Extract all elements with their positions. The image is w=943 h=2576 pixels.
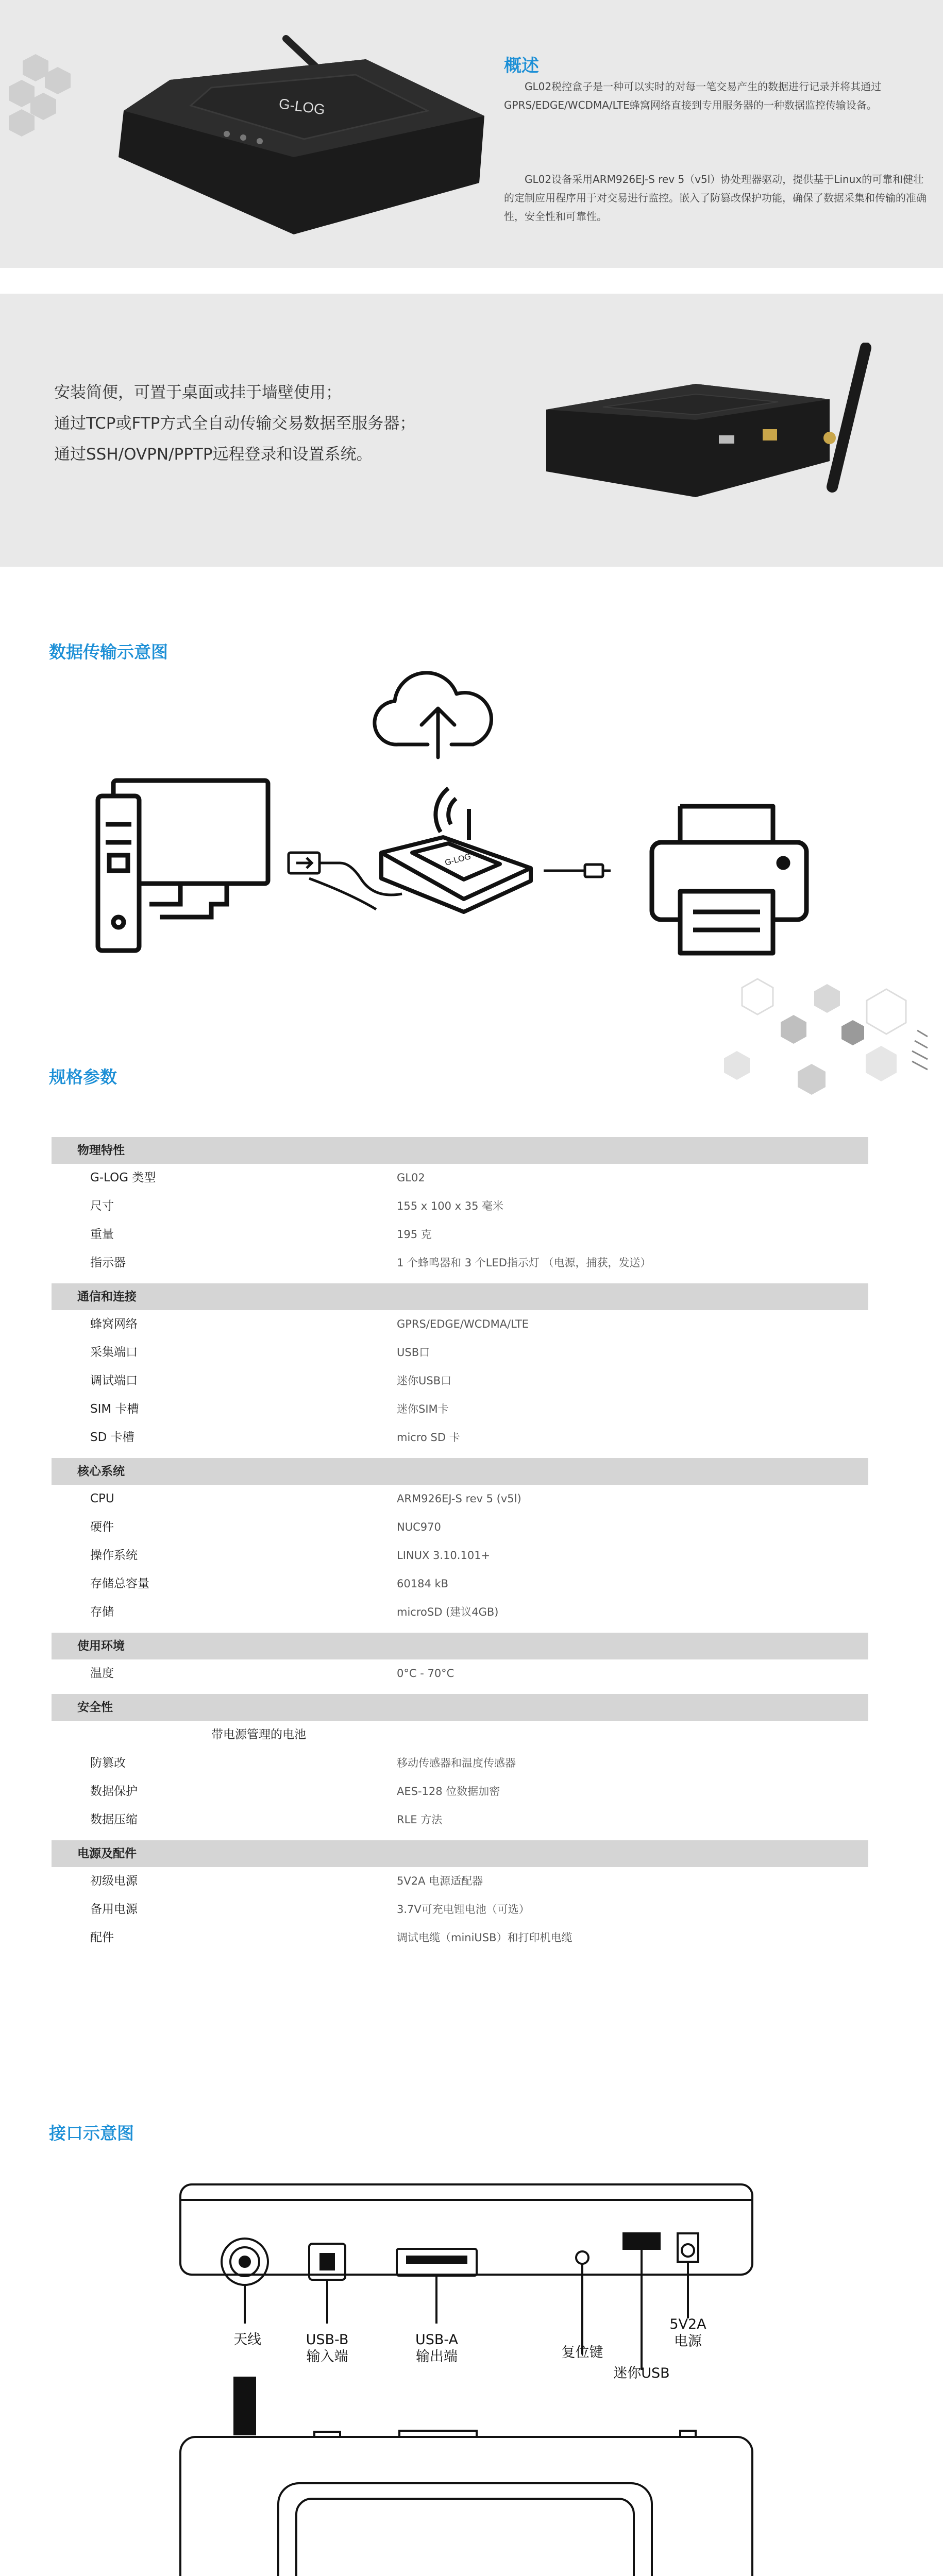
spec-key: 尺寸 — [90, 1199, 114, 1213]
spec-value: 155 x 100 x 35 毫米 — [397, 1200, 504, 1212]
device-top-view — [180, 2437, 752, 2576]
spec-value: 195 克 — [397, 1228, 432, 1241]
spec-key: SIM 卡槽 — [90, 1402, 139, 1416]
spec-row — [52, 1924, 868, 1952]
spec-value: USB口 — [397, 1346, 430, 1359]
spec-value: 5V2A 电源适配器 — [397, 1875, 483, 1887]
install-line-1: 安装简便，可置于桌面或挂于墙壁使用； — [54, 383, 342, 402]
spec-category: 核心系统 — [52, 1458, 868, 1485]
spec-key: 配件 — [90, 1931, 114, 1944]
spec-row — [52, 1513, 868, 1541]
transfer-diagram-title: 数据传输示意图 — [49, 642, 168, 662]
overview-section — [0, 0, 943, 268]
printer-icon — [652, 806, 806, 953]
cloud-upload-icon — [375, 673, 492, 757]
spec-key: SD 卡槽 — [90, 1431, 134, 1444]
label-reset: 复位键 — [561, 2345, 603, 2361]
spec-value: NUC970 — [397, 1521, 441, 1533]
spec-row — [52, 1164, 868, 1192]
spec-table — [52, 1131, 868, 1952]
spec-row — [52, 1338, 868, 1367]
printer-cable-icon — [544, 865, 611, 877]
spec-row — [52, 1249, 868, 1277]
spec-key: 存储总容量 — [90, 1577, 149, 1590]
label-mini-usb: 迷你USB — [613, 2365, 670, 2381]
label-power: 5V2A 电源 — [669, 2316, 706, 2349]
spec-key: 操作系统 — [90, 1549, 138, 1562]
label-usb-b: USB-B 输入端 — [306, 2332, 349, 2365]
spec-category: 物理特性 — [52, 1137, 868, 1164]
transfer-diagram — [77, 670, 809, 958]
spec-category: 安全性 — [52, 1694, 868, 1721]
router-logo-text: G-LOG — [444, 852, 472, 868]
spec-value: LINUX 3.10.101+ — [397, 1549, 491, 1562]
spec-value: AES-128 位数据加密 — [397, 1785, 500, 1798]
spec-note: 带电源管理的电池 — [211, 1728, 306, 1741]
spec-row — [52, 1485, 868, 1513]
install-line-2: 通过TCP或FTP方式全自动传输交易数据至服务器； — [54, 414, 416, 433]
spec-key: 采集端口 — [90, 1346, 138, 1359]
spec-value: 迷你SIM卡 — [397, 1403, 449, 1415]
label-antenna: 天线 — [233, 2332, 261, 2348]
spec-value: micro SD 卡 — [397, 1431, 460, 1444]
spec-row — [52, 1570, 868, 1598]
spec-category: 电源及配件 — [52, 1840, 868, 1867]
antenna-icon — [234, 2378, 255, 2434]
spec-row — [52, 1395, 868, 1423]
spec-row — [52, 1749, 868, 1777]
spec-key: 存储 — [90, 1605, 114, 1619]
spec-row — [52, 1659, 868, 1688]
spec-value: 3.7V可充电锂电池（可选） — [397, 1903, 530, 1916]
spec-key: G-LOG 类型 — [90, 1171, 156, 1184]
spec-row — [52, 1867, 868, 1895]
spec-value: GL02 — [397, 1172, 425, 1184]
spec-key: 数据压缩 — [90, 1813, 138, 1826]
spec-key: 初级电源 — [90, 1874, 138, 1888]
interface-title: 接口示意图 — [49, 2123, 134, 2143]
spec-value: 移动传感器和温度传感器 — [397, 1757, 516, 1769]
spec-value: 0°C - 70°C — [397, 1667, 454, 1680]
spec-value: ARM926EJ-S rev 5 (v5l) — [397, 1493, 521, 1505]
spec-row — [52, 1310, 868, 1338]
device-photo-top-view — [108, 23, 490, 250]
spec-value: 迷你USB口 — [397, 1375, 452, 1387]
spec-title: 规格参数 — [49, 1067, 117, 1087]
spec-value: 调试电缆（miniUSB）和打印机电缆 — [397, 1931, 572, 1944]
interface-diagram — [170, 2174, 768, 2576]
spec-row — [52, 1192, 868, 1221]
device-photo-side-view — [541, 343, 897, 544]
spec-row — [52, 1895, 868, 1924]
spec-row — [52, 1221, 868, 1249]
mini-usb-port-icon — [624, 2233, 660, 2249]
overview-title: 概述 — [504, 56, 539, 76]
spec-row — [52, 1598, 868, 1626]
install-line-3: 通过SSH/OVPN/PPTP远程登录和设置系统。 — [54, 445, 373, 464]
hexagon-cluster-icon — [716, 969, 943, 1108]
spec-category: 通信和连接 — [52, 1283, 868, 1310]
hexagon-decoration-icon — [7, 52, 74, 139]
overview-paragraph-1: GL02税控盒子是一种可以实时的对每一笔交易产生的数据进行记录并将其通过GPRS/EDGE/WCDMA/LTE蜂窝网络直接到专用服务器的一种数据监控传输设备。 — [504, 80, 882, 111]
spec-row — [52, 1541, 868, 1570]
spec-category: 使用环境 — [52, 1633, 868, 1659]
spec-key: 数据保护 — [90, 1785, 138, 1798]
spec-key: 防篡改 — [90, 1756, 126, 1770]
spec-key: 重量 — [90, 1228, 114, 1241]
spec-key: 指示器 — [90, 1256, 126, 1269]
spec-row — [52, 1423, 868, 1452]
spec-row — [52, 1721, 868, 1749]
spec-value: 1 个蜂鸣器和 3 个LED指示灯 （电源，捕获，发送） — [397, 1257, 651, 1269]
spec-value: 60184 kB — [397, 1578, 449, 1590]
router-device-icon — [381, 788, 531, 912]
svg-text:G-LOG: G-LOG — [278, 95, 326, 118]
label-usb-a: USB-A 输出端 — [415, 2332, 459, 2365]
spec-row — [52, 1367, 868, 1395]
spec-value: microSD (建议4GB) — [397, 1606, 499, 1618]
spec-row — [52, 1806, 868, 1834]
reset-button-icon — [576, 2251, 588, 2264]
spec-value: GPRS/EDGE/WCDMA/LTE — [397, 1318, 529, 1330]
computer-icon — [98, 781, 268, 951]
spec-key: CPU — [90, 1492, 114, 1505]
overview-paragraph-2: GL02设备采用ARM926EJ-S rev 5（v5l）协处理器驱动，提供基于Linux的可靠和健壮的定制应用程序用于对交易进行监控。嵌入了防篡改保护功能，确保了数据采集和传输的准确性，安全性和可靠性。 — [504, 173, 927, 223]
spec-row — [52, 1777, 868, 1806]
install-section — [0, 294, 943, 567]
spec-key: 蜂窝网络 — [90, 1317, 138, 1331]
spec-key: 硬件 — [90, 1520, 114, 1534]
spec-key: 备用电源 — [90, 1903, 138, 1916]
spec-key: 温度 — [90, 1667, 114, 1680]
spec-key: 调试端口 — [90, 1374, 138, 1387]
spec-value: RLE 方法 — [397, 1814, 443, 1826]
